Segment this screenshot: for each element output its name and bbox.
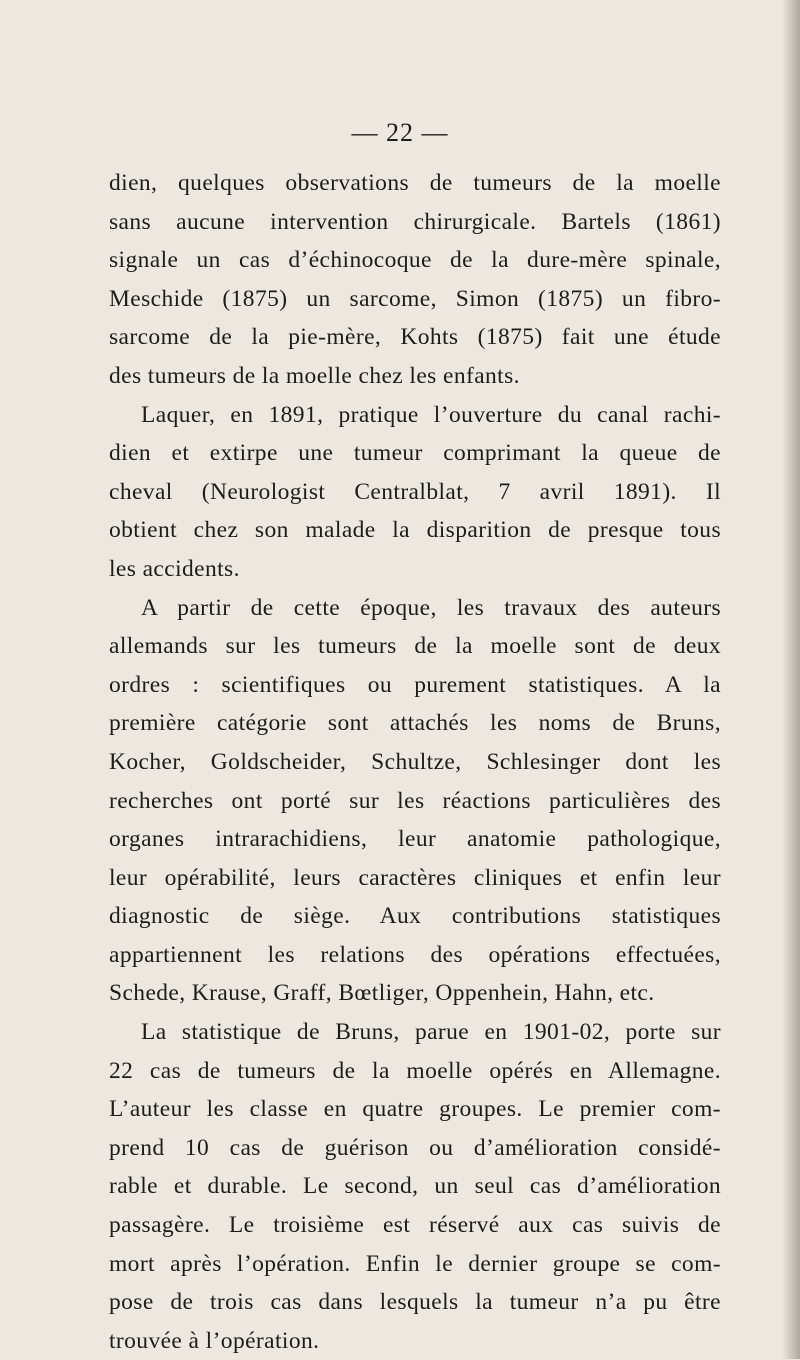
text-line: des tumeurs de la moelle chez les enfants.	[109, 362, 520, 389]
text-line: diagnostic de siège. Aux contributions statistiques	[109, 903, 721, 930]
text-line: recherches ont porté sur les réactions particulières des	[109, 787, 721, 814]
text-line: sans aucune intervention chirurgicale. Bartels (1861)	[109, 208, 721, 235]
text-line: rable et durable. Le second, un seul cas d’amélioration	[109, 1173, 721, 1200]
paragraph-3	[109, 589, 721, 1014]
paragraph-4	[109, 1013, 721, 1360]
text-line: leur opérabilité, leurs caractères cliniques et enfin leur	[109, 864, 721, 891]
body-text	[109, 164, 721, 1360]
text-line: les accidents.	[109, 555, 240, 582]
page-edge-shadow	[782, 0, 800, 1359]
text-line: pose de trois cas dans lesquels la tumeur n’a pu être	[109, 1289, 721, 1316]
text-line: Meschide (1875) un sarcome, Simon (1875) un fibro-	[109, 285, 721, 312]
text-line: Schede, Krause, Graff, Bœtliger, Oppenhein, Hahn, etc.	[109, 980, 655, 1007]
text-line: ordres : scientifiques ou purement statistiques. A la	[109, 671, 721, 698]
text-line: trouvée à l’opération.	[109, 1327, 320, 1354]
text-line: organes intrarachidiens, leur anatomie pathologique,	[109, 826, 721, 853]
text-line: L’auteur les classe en quatre groupes. Le premier com-	[109, 1096, 721, 1123]
text-line: passagère. Le troisième est réservé aux cas suivis de	[109, 1212, 721, 1239]
text-line: Laquer, en 1891, pratique l’ouverture du canal rachi-	[141, 401, 721, 428]
text-line: prend 10 cas de guérison ou d’amélioration considé-	[109, 1134, 721, 1161]
text-line: première catégorie sont attachés les noms de Bruns,	[109, 710, 721, 737]
text-line: mort après l’opération. Enfin le dernier groupe se com-	[109, 1250, 721, 1277]
text-line: dien et extirpe une tumeur comprimant la queue de	[109, 440, 721, 467]
text-line: obtient chez son malade la disparition de presque tous	[109, 517, 721, 544]
text-line: sarcome de la pie-mère, Kohts (1875) fait une étude	[109, 324, 721, 351]
text-line: 22 cas de tumeurs de la moelle opérés en Allemagne.	[109, 1057, 721, 1084]
page-number: — 22 —	[351, 118, 449, 147]
text-line: signale un cas d’échinocoque de la dure-mère spinale,	[109, 247, 721, 274]
paragraph-2	[109, 396, 721, 589]
text-line: cheval (Neurologist Centralblat, 7 avril 1891). Il	[109, 478, 721, 505]
text-line: allemands sur les tumeurs de la moelle sont de deux	[109, 633, 721, 660]
text-line: dien, quelques observations de tumeurs de la moelle	[109, 170, 721, 196]
paragraph-1	[109, 164, 721, 396]
text-line: appartiennent les relations des opérations effectuées,	[109, 941, 721, 968]
text-line: A partir de cette époque, les travaux des auteurs	[141, 594, 721, 621]
text-line: La statistique de Bruns, parue en 1901-02, porte sur	[141, 1019, 721, 1046]
text-line: Kocher, Goldscheider, Schultze, Schlesinger dont les	[109, 748, 721, 775]
